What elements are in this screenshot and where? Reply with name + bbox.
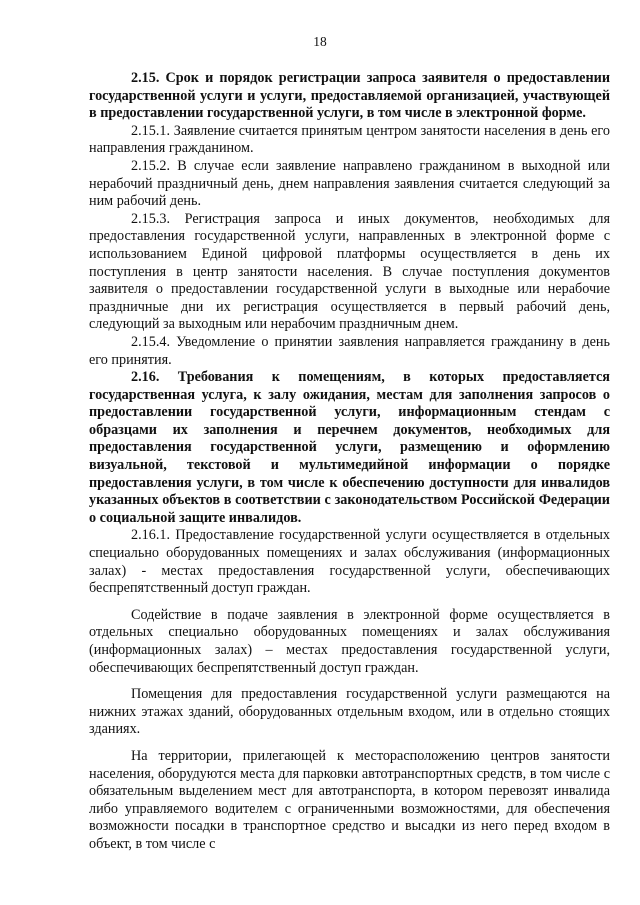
section-heading: 2.15. Срок и порядок регистрации запроса заявителя о предоставлении государственной услуги и услуги, предоставляемой организацией, участвующей в предоставлении государственной услуги, в том числе в электронной форме. — [89, 70, 610, 122]
document-body — [89, 70, 610, 854]
body-paragraph: На территории, прилегающей к месторасположению центров занятости населения, оборудуются места для парковки автотранспортных средств, в том числе с обязательным выделением мест для автотранспорта, в котором перевозят инвалида либо управляемого водителем с ограниченными возможностями, для обеспечения возможности посадки в транспортное средство и высадки из него перед входом в объект, в том числе с — [89, 747, 610, 852]
body-paragraph: 2.15.4. Уведомление о принятии заявления направляется гражданину в день его принятия. — [89, 333, 610, 368]
body-paragraph: Помещения для предоставления государственной услуги размещаются на нижних этажах зданий, оборудованных отдельным входом, или в отдельно стоящих зданиях. — [89, 686, 610, 738]
page-number: 18 — [313, 34, 327, 49]
body-paragraph: 2.15.2. В случае если заявление направлено гражданином в выходной или нерабочий праздничный день, днем направления заявления считается следующий за ним рабочий день. — [89, 157, 610, 210]
body-paragraph: Содействие в подаче заявления в электронной форме осуществляется в отдельных специально оборудованных помещениях и залах обслуживания (информационных залах) – местах предоставления государственной услуги, обеспечивающих беспрепятственный доступ граждан. — [89, 606, 610, 676]
body-paragraph: 2.16.1. Предоставление государственной услуги осуществляется в отдельных специально оборудованных помещениях и залах обслуживания (информационных залах) - местах предоставления государственной услуги, обеспечивающих беспрепятственный доступ граждан. — [89, 527, 610, 597]
section-heading: 2.16. Требования к помещениям, в которых предоставляется государственная услуга, к залу ожидания, местам для заполнения запросов о предоставлении государственной услуги, информационным стендам с образцами их заполнения и перечнем документов, необходимых для предоставления государственной услуги, размещению и оформлению визуальной, текстовой и мультимедийной информации о порядке предоставления услуги, в том числе к обеспечению доступности для инвалидов указанных объектов в соответствии с законодательством Российской Федерации о социальной защите инвалидов. — [89, 369, 610, 526]
body-paragraph: 2.15.3. Регистрация запроса и иных документов, необходимых для предоставления государственной услуги, направленных в электронной форме с использованием Единой цифровой платформы осуществляется в день их поступления в центр занятости населения. В случае поступления документов заявителя о предоставлении государственной услуги в выходные или нерабочие праздничные дни их регистрация осуществляется в первый рабочий день, следующий за выходным или нерабочим праздничным днем. — [89, 210, 610, 333]
body-paragraph: 2.15.1. Заявление считается принятым центром занятости населения в день его направления гражданином. — [89, 122, 610, 157]
